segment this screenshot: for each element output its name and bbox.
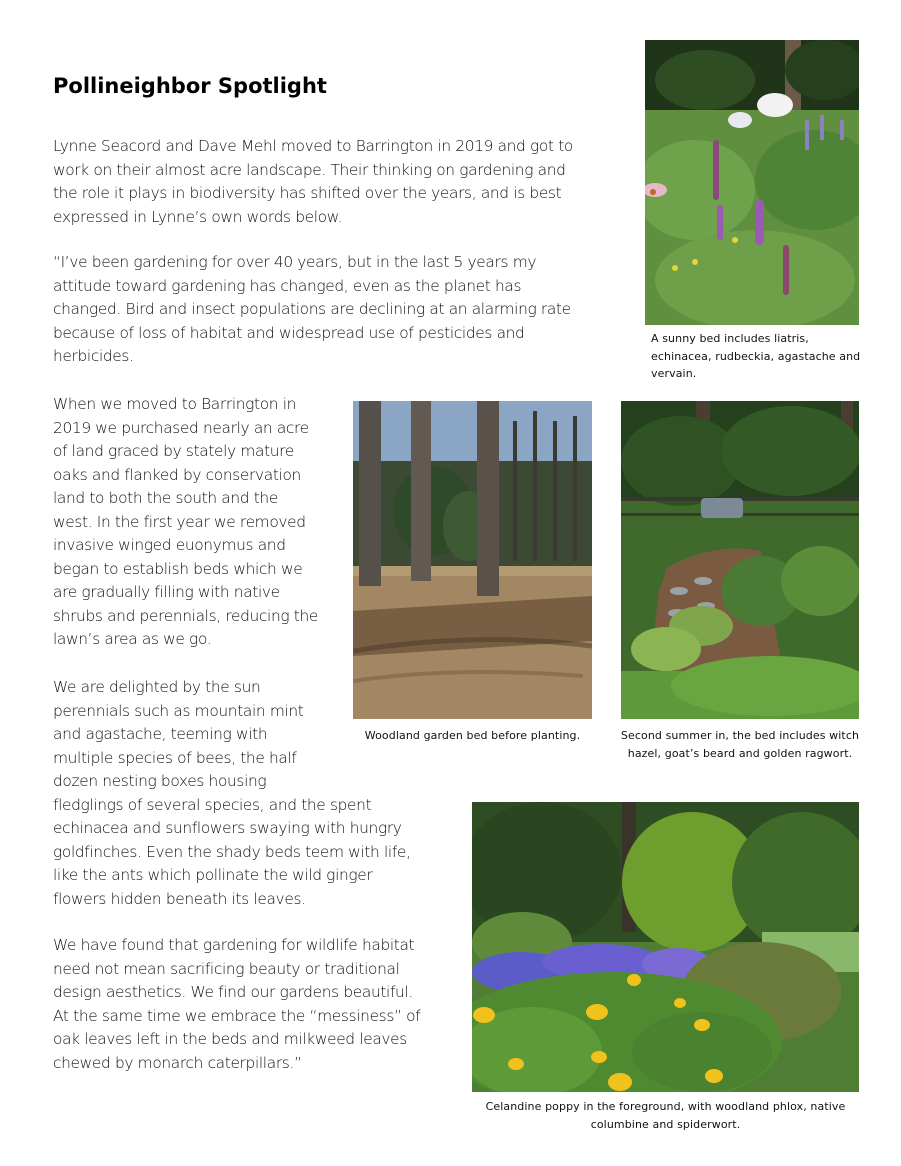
photo-woodland-before <box>353 401 592 719</box>
quote-paragraph-1: “I’ve been gardening for over 40 years, but in the last 5 years my attitude toward gardening has changed, even as the planet has changed. Bird and insect populations are declining at an alarming rate because of loss of habitat and widespread use of pesticides and herbicides. <box>53 253 571 365</box>
caption-celandine-poppy: Celandine poppy in the foreground, with woodland phlox, native columbine and spiderwort. <box>485 1100 846 1131</box>
second-summer-image <box>621 401 859 719</box>
caption-second-summer: Second summer in, the bed includes witch hazel, goat’s beard and golden ragwort. <box>620 729 860 760</box>
photo-sunny-bed <box>645 40 859 325</box>
caption-sunny-bed: A sunny bed includes liatris, echinacea, rudbeckia, agastache and vervain. <box>651 332 861 380</box>
page-title: Pollineighbor Spotlight <box>53 74 327 98</box>
quote-paragraph-2: When we moved to Barrington in 2019 we purchased nearly an acre of land graced by stately mature oaks and flanked by conservation land to both the south and the west. In the first year we removed invasive winged euonymus and began to establish beds which we are gradually filling with native shrubs and perennials, reducing the lawn’s area as we go. <box>53 395 318 648</box>
photo-celandine-poppy <box>472 802 859 1092</box>
woodland-before-image <box>353 401 592 719</box>
photo-second-summer <box>621 401 859 719</box>
quote-paragraph-3: We are delighted by the sun perennials such as mountain mint and agastache, teeming with multiple species of bees, the half dozen nesting boxes housing fledglings of several species, and the spent echinacea and sunflowers swaying with hungry goldfinches. Even the shady beds teem with life, like the ants which pollinate the wild ginger flowers hidden beneath its leaves. <box>53 678 411 908</box>
caption-woodland-before: Woodland garden bed before planting. <box>364 729 581 742</box>
celandine-poppy-image <box>472 802 859 1092</box>
quote-paragraph-4: We have found that gardening for wildlife habitat need not mean sacrificing beauty or traditional design aesthetics. We find our gardens beautiful. At the same time we embrace the “messiness” of oak leaves left in the beds and milkweed leaves chewed by monarch caterpillars.” <box>53 936 421 1072</box>
intro-paragraph: Lynne Seacord and Dave Mehl moved to Barrington in 2019 and got to work on their almost acre landscape. Their thinking on gardening and the role it plays in biodiversity has shifted over the years, and is best expressed in Lynne’s own words below. <box>53 137 573 226</box>
sunny-bed-image <box>645 40 859 325</box>
